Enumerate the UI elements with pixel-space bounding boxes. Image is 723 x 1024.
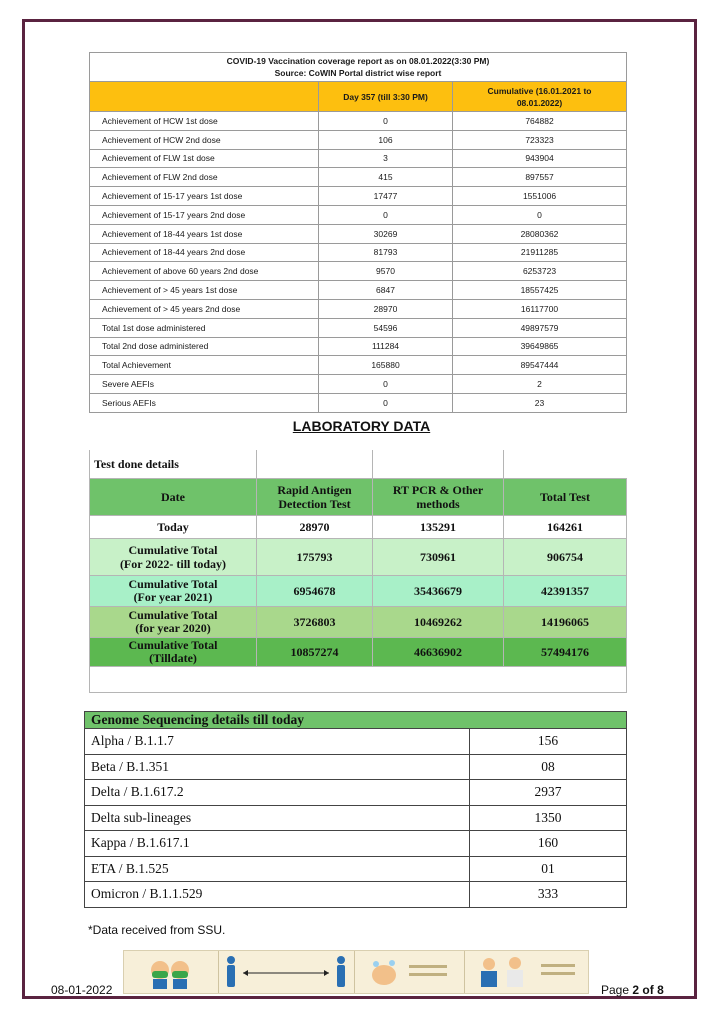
vaccination-row-label: Achievement of 15-17 years 1st dose [90,187,319,206]
lab-row-total: 14196065 [504,607,627,638]
lab-row-date-line2: (For year 2021) [133,590,213,604]
genome-row [85,856,627,882]
lab-row-date-line2: (Tilldate) [149,651,197,665]
genome-row [85,831,627,857]
genome-heading: Genome Sequencing details till today [85,712,627,729]
vaccination-row-cumulative: 897557 [453,168,627,187]
vaccination-row [90,318,627,337]
lab-row-rat: 3726803 [257,607,373,638]
vaccination-row-cumulative: 18557425 [453,281,627,300]
genome-variant: Kappa / B.1.617.1 [85,831,470,857]
vaccination-row-day: 3 [319,149,453,168]
vaccination-header-row [90,82,627,112]
lab-header-rat-line1: Rapid Antigen [277,483,352,497]
banner-mask-segment [124,951,218,993]
vaccination-row-cumulative: 0 [453,205,627,224]
vaccination-row [90,149,627,168]
lab-header-row [90,479,627,516]
vaccination-row [90,281,627,300]
lab-row-date-line2: (For 2022- till today) [119,557,227,571]
vaccination-row-day: 54596 [319,318,453,337]
vaccination-row-day: 9570 [319,262,453,281]
vaccination-row-label: Total Achievement [90,356,319,375]
vaccination-row-cumulative: 6253723 [453,262,627,281]
lab-row-date [90,607,257,638]
vaccination-row-day: 111284 [319,337,453,356]
vaccination-row [90,375,627,394]
genome-body [85,729,627,908]
lab-row-total: 164261 [504,516,627,539]
lab-row [90,607,627,638]
page-number [601,983,664,997]
vaccination-row-day: 106 [319,130,453,149]
lab-row-date [90,638,257,667]
vaccination-row-day: 0 [319,393,453,412]
vaccination-row-day: 30269 [319,224,453,243]
page-current: 2 [632,983,640,997]
vaccination-row-label: Achievement of FLW 1st dose [90,149,319,168]
lab-caption-row [90,450,627,479]
vaccination-row-day: 81793 [319,243,453,262]
vaccination-row [90,393,627,412]
awareness-banner [123,950,589,994]
lab-header-total: Total Test [504,479,627,516]
genome-variant: ETA / B.1.525 [85,856,470,882]
genome-count: 333 [470,882,627,908]
vaccination-row-label: Achievement of FLW 2nd dose [90,168,319,187]
lab-header-rtpcr [373,479,504,516]
lab-row-rat: 28970 [257,516,373,539]
vaccination-row-day: 6847 [319,281,453,300]
vaccination-row-day: 17477 [319,187,453,206]
vaccination-title-line2: Source: CoWIN Portal district wise report [274,68,442,78]
banner-distance-segment [218,951,353,993]
lab-row-date-line1: Cumulative Total [128,608,218,622]
vaccination-icon [471,954,581,990]
vaccination-row-label: Achievement of > 45 years 1st dose [90,281,319,300]
laboratory-heading: LABORATORY DATA [292,418,431,434]
vaccination-row [90,224,627,243]
lab-row [90,516,627,539]
lab-caption-blank-3 [504,450,627,479]
vaccination-row [90,205,627,224]
banner-handwash-segment [354,951,464,993]
header-day: Day 357 (till 3:30 PM) [319,82,453,112]
genome-variant: Beta / B.1.351 [85,754,470,780]
genome-variant: Alpha / B.1.1.7 [85,729,470,755]
vaccination-row-label: Achievement of 18-44 years 2nd dose [90,243,319,262]
vaccination-title-line1: COVID-19 Vaccination coverage report as on 08.01.2022(3:30 PM) [226,56,490,66]
vaccination-row-day: 0 [319,375,453,394]
page-total: 8 [657,983,664,997]
social-distance-icon [221,953,351,991]
lab-blank-row [90,667,627,693]
page-prefix: Page [601,983,630,997]
lab-row-total: 57494176 [504,638,627,667]
vaccination-row [90,299,627,318]
genome-row [85,882,627,908]
banner-vaccine-segment [464,951,588,993]
vaccination-row-cumulative: 723323 [453,130,627,149]
vaccination-body [90,112,627,413]
vaccination-title-row [90,53,627,82]
vaccination-row-label: Total 2nd dose administered [90,337,319,356]
genome-header-row [85,712,627,729]
vaccination-row [90,168,627,187]
lab-row [90,539,627,576]
data-source-note: *Data received from SSU. [88,923,226,937]
lab-row-rtpcr: 10469262 [373,607,504,638]
mask-faces-icon [146,955,196,989]
lab-row-rat: 6954678 [257,576,373,607]
vaccination-row-cumulative: 21911285 [453,243,627,262]
header-cumulative [453,82,627,112]
lab-row-date-line1: Cumulative Total [128,638,218,652]
vaccination-row-day: 0 [319,112,453,131]
lab-body [90,516,627,667]
lab-row-total: 906754 [504,539,627,576]
lab-row-date [90,576,257,607]
vaccination-row-label: Achievement of 15-17 years 2nd dose [90,205,319,224]
lab-header-rat [257,479,373,516]
lab-row [90,638,627,667]
vaccination-row-cumulative: 1551006 [453,187,627,206]
vaccination-row-day: 165880 [319,356,453,375]
lab-header-date: Date [90,479,257,516]
genome-count: 08 [470,754,627,780]
vaccination-row-day: 0 [319,205,453,224]
vaccination-row-label: Achievement of above 60 years 2nd dose [90,262,319,281]
lab-caption-blank-2 [373,450,504,479]
vaccination-row [90,356,627,375]
genome-row [85,780,627,806]
lab-caption: Test done details [90,450,257,479]
report-date: 08-01-2022 [51,983,113,997]
lab-row-date [90,539,257,576]
lab-row-rtpcr: 35436679 [373,576,504,607]
vaccination-row-label: Total 1st dose administered [90,318,319,337]
lab-header-rat-line2: Detection Test [278,497,351,511]
vaccination-table [89,52,627,413]
header-blank-cell [90,82,319,112]
lab-table [89,450,627,693]
vaccination-row-cumulative: 89547444 [453,356,627,375]
vaccination-row-label: Achievement of HCW 2nd dose [90,130,319,149]
lab-row-date [90,516,257,539]
vaccination-row-cumulative: 39649865 [453,337,627,356]
lab-row-rtpcr: 730961 [373,539,504,576]
genome-row [85,805,627,831]
genome-row [85,729,627,755]
page-of: of [642,983,654,997]
vaccination-row-label: Serious AEFIs [90,393,319,412]
lab-caption-blank-1 [257,450,373,479]
vaccination-row-cumulative: 49897579 [453,318,627,337]
vaccination-row-day: 28970 [319,299,453,318]
vaccination-row-day: 415 [319,168,453,187]
vaccination-row-cumulative: 16117700 [453,299,627,318]
vaccination-title [90,53,627,82]
genome-variant: Delta / B.1.617.2 [85,780,470,806]
vaccination-row-cumulative: 943904 [453,149,627,168]
lab-row-date-line2: (for year 2020) [135,621,211,635]
lab-row-date-line1: Cumulative Total [128,543,218,557]
lab-row-rtpcr: 135291 [373,516,504,539]
vaccination-row [90,243,627,262]
vaccination-row [90,112,627,131]
lab-row [90,576,627,607]
header-cumulative-line2: 08.01.2022) [516,97,563,108]
vaccination-row-label: Achievement of HCW 1st dose [90,112,319,131]
lab-row-date-line1: Today [157,519,189,534]
lab-row-rtpcr: 46636902 [373,638,504,667]
lab-row-rat: 175793 [257,539,373,576]
vaccination-row-label: Severe AEFIs [90,375,319,394]
vaccination-row-label: Achievement of > 45 years 2nd dose [90,299,319,318]
genome-count: 2937 [470,780,627,806]
vaccination-row [90,130,627,149]
lab-row-date-line1: Cumulative Total [128,577,218,591]
genome-count: 156 [470,729,627,755]
genome-variant: Omicron / B.1.1.529 [85,882,470,908]
genome-variant: Delta sub-lineages [85,805,470,831]
genome-count: 1350 [470,805,627,831]
header-cumulative-line1: Cumulative (16.01.2021 to [487,85,592,96]
genome-row [85,754,627,780]
vaccination-row-cumulative: 23 [453,393,627,412]
vaccination-row-cumulative: 28080362 [453,224,627,243]
genome-count: 01 [470,856,627,882]
vaccination-row [90,187,627,206]
lab-header-rtpcr-line2: methods [416,497,460,511]
lab-blank-cell [90,667,627,693]
genome-count: 160 [470,831,627,857]
genome-table [84,711,627,908]
lab-row-rat: 10857274 [257,638,373,667]
vaccination-row-cumulative: 2 [453,375,627,394]
lab-header-rtpcr-line1: RT PCR & Other [392,483,484,497]
lab-row-total: 42391357 [504,576,627,607]
vaccination-row [90,262,627,281]
vaccination-row [90,337,627,356]
vaccination-row-label: Achievement of 18-44 years 1st dose [90,224,319,243]
vaccination-row-cumulative: 764882 [453,112,627,131]
handwash-icon [364,955,454,989]
